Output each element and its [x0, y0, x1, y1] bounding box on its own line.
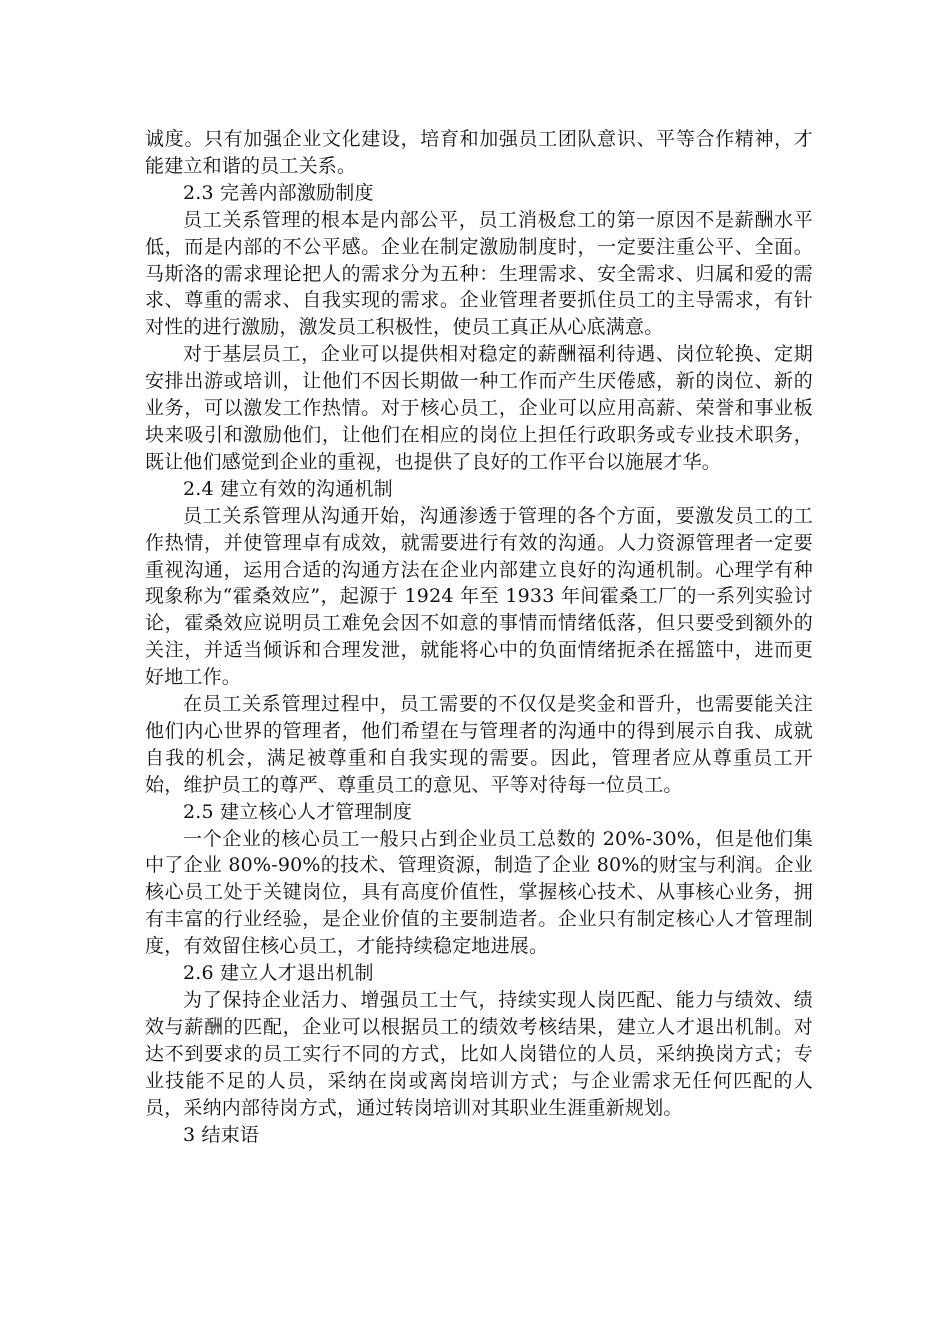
section-heading-2-6: 2.6 建立人才退出机制	[183, 962, 374, 985]
section-heading-2-5: 2.5 建立核心人才管理制度	[183, 800, 413, 823]
paragraph-continuation: 诚度。只有加强企业文化建设，培育和加强员工团队意识、平等合作精神，才能建立和谐的员工关系。	[145, 128, 813, 177]
section-heading-2-4: 2.4 建立有效的沟通机制	[183, 477, 393, 500]
paragraph: 对于基层员工，企业可以提供相对稳定的薪酬福利待遇、岗位轮换、定期安排出游或培训，让他们不因长期做一种工作而产生厌倦感，新的岗位、新的业务，可以激发工作热情。对于核心员工，企业可以应用高薪、荣誉和事业板块来吸引和激励他们，让他们在相应的岗位上担任行政职务或专业技术职务，既让他们感觉到企业的重视，也提供了良好的工作平台以施展才华。	[145, 343, 813, 473]
paragraph: 员工关系管理从沟通开始，沟通渗透于管理的各个方面，要激发员工的工作热情，并使管理卓有成效，就需要进行有效的沟通。人力资源管理者一定要重视沟通，运用合适的沟通方法在企业内部建立良好的沟通机制。心理学有种现象称为“霍桑效应”，起源于 1924 年至 1933 年间霍桑工厂的一系列实验讨论，霍桑效应说明员工难免会因不如意的事情而情绪低落，但只要受到额外的关注，并适当倾诉和合理发泄，就能将心中的负面情绪扼杀在摇篮中，进而更好地工作。	[145, 504, 813, 689]
paragraph: 为了保持企业活力、增强员工士气，持续实现人岗匹配、能力与绩效、绩效与薪酬的匹配，企业可以根据员工的绩效考核结果，建立人才退出机制。对达不到要求的员工实行不同的方式，比如人岗错位的人员，采纳换岗方式；专业技能不足的人员，采纳在岗或离岗培训方式；与企业需求无任何匹配的人员，采纳内部待岗方式，通过转岗培训对其职业生涯重新规划。	[145, 989, 813, 1119]
paragraph: 在员工关系管理过程中，员工需要的不仅仅是奖金和晋升，也需要能关注他们内心世界的管理者，他们希望在与管理者的沟通中的得到展示自我、成就自我的机会，满足被尊重和自我实现的需要。因此，管理者应从尊重员工开始，维护员工的尊严、尊重员工的意见、平等对待每一位员工。	[145, 693, 813, 796]
section-heading-2-3: 2.3 完善内部激励制度	[183, 181, 374, 204]
paragraph: 员工关系管理的根本是内部公平，员工消极怠工的第一原因不是薪酬水平低，而是内部的不公平感。企业在制定激励制度时，一定要注重公平、全面。马斯洛的需求理论把人的需求分为五种：生理需求、安全需求、归属和爱的需求、尊重的需求、自我实现的需求。企业管理者要抓住员工的主导需求，有针对性的进行激励，激发员工积极性，使员工真正从心底满意。	[145, 208, 813, 339]
paragraph: 一个企业的核心员工一般只占到企业员工总数的 20%-30%，但是他们集中了企业 80%-90%的技术、管理资源，制造了企业 80%的财宝与利润。企业核心员工处于关键岗位，具有高度价值性，掌握核心技术、从事核心业务，拥有丰富的行业经验，是企业价值的主要制造者。企业只有制定核心人才管理制度，有效留住核心员工，才能持续稳定地进展。	[145, 827, 813, 958]
document-page	[145, 126, 813, 1148]
section-heading-3: 3 结束语	[183, 1123, 260, 1146]
